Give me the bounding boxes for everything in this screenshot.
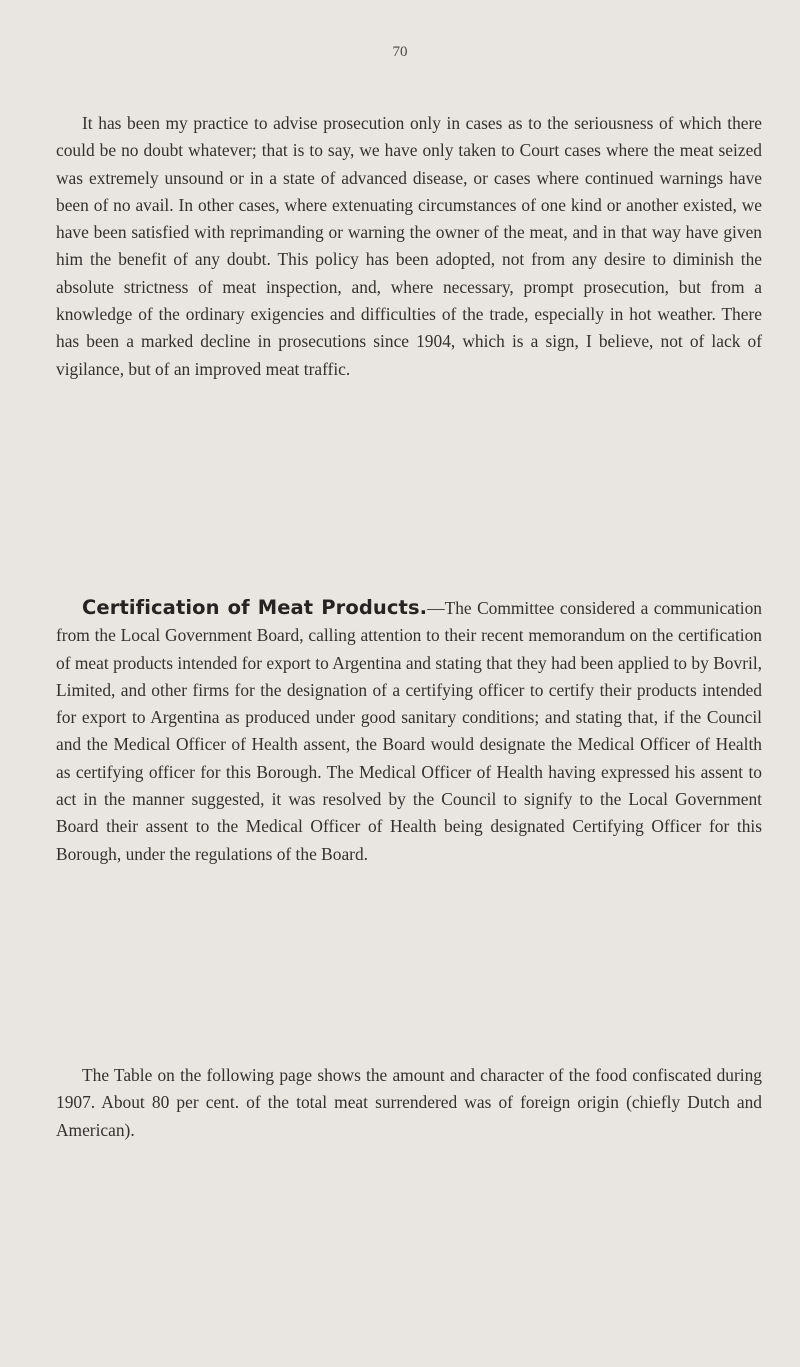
paragraph-food-table-note xyxy=(56,1062,762,1144)
paragraph-text: It has been my practice to advise prosecution only in cases as to the seriousness of which there could be no doubt whatever; that is to say, we have only taken to Court cases where the meat seized was extremely unsound or in a state of advanced disease, or cases where continued warnings have been of no avail. In other cases, where extenuating circumstances of one kind or another existed, we have been satisfied with reprimanding or warning the owner of the meat, and in that way have given him the benefit of any doubt. This policy has been adopted, not from any desire to diminish the absolute strictness of meat inspection, and, where necessary, prompt prosecution, but from a knowledge of the ordinary exigencies and difficulties of the trade, especially in hot weather. There has been a marked decline in prosecutions since 1904, which is a sign, I believe, not of lack of vigilance, but of an improved meat traffic. xyxy=(56,113,762,379)
paragraph-text: —The Committee considered a communication from the Local Government Board, calling attention to their recent memorandum on the certification of meat products intended for export to Argentina and stating that they had been applied to by Bovril, Limited, and other firms for the designation of a certifying officer to certify their products intended for export to Argentina as produced under good sanitary conditions; and stating that, if the Council and the Medical Officer of Health assent, the Board would designate the Medical Officer of Health as certifying officer for this Borough. The Medical Officer of Health having expressed his assent to act in the manner suggested, it was resolved by the Council to signify to the Local Government Board their assent to the Medical Officer of Health being designated Certifying Officer for this Borough, under the regulations of the Board. xyxy=(56,598,762,864)
page-number: 70 xyxy=(392,44,408,60)
paragraph-certification xyxy=(56,594,762,868)
paragraph-prosecution-policy xyxy=(56,110,762,383)
section-heading: Certification of Meat Products. xyxy=(82,596,428,619)
paragraph-text: The Table on the following page shows the amount and character of the food confiscated during 1907. About 80 per cent. of the total meat surrendered was of foreign origin (chiefly Dutch and American). xyxy=(56,1065,762,1140)
